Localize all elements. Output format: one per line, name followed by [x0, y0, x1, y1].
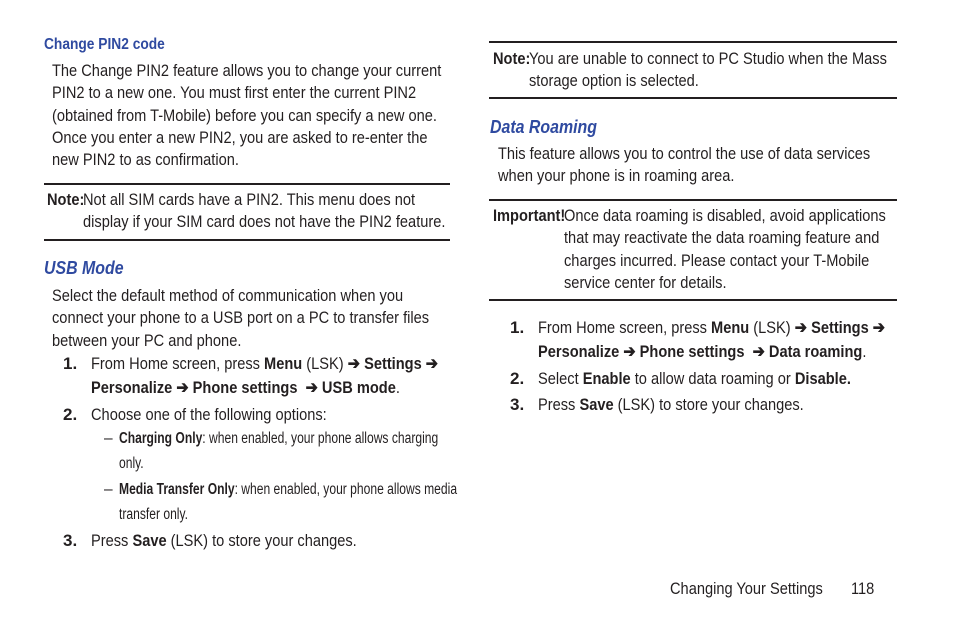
pc-studio-note: Note: You are unable to connect to PC Studio when the Mass storage option is selected.: [493, 49, 887, 91]
pin2-heading: Change PIN2 code: [44, 36, 165, 53]
arrow-icon: ➔: [623, 342, 636, 361]
note-bottom-rule: [44, 239, 450, 241]
arrow-icon: ➔: [176, 378, 189, 397]
pin2-paragraph: The Change PIN2 feature allows you to change your current PIN2 to a new one. You must first enter the current PIN2 (obtained from T-Mobile) before you can specify a new one. Once you enter a new PIN2, you are asked to re-enter the new PIN2 to as confirmation.: [52, 61, 442, 170]
data-roaming-heading: Data Roaming: [490, 116, 597, 137]
important-top-rule: [489, 199, 897, 201]
note-top-rule: [489, 41, 897, 43]
footer-section-title: Changing Your Settings: [670, 579, 823, 598]
arrow-icon: ➔: [872, 318, 886, 337]
important-bottom-rule: [489, 299, 897, 301]
roaming-paragraph: This feature allows you to control the use of data services when your phone is in roaming area.: [498, 144, 871, 186]
usb-mode-heading: USB Mode: [44, 257, 124, 278]
usb-paragraph: Select the default method of communication when you connect your phone to a USB port on a PC to transfer files between your PC and phone.: [52, 286, 430, 350]
page-number: 118: [851, 579, 875, 598]
pin2-note: Note: Not all SIM cards have a PIN2. This menu does not display if your SIM card does not have the PIN2 feature.: [47, 190, 446, 232]
note-top-rule: [44, 183, 450, 185]
arrow-icon: ➔: [752, 342, 765, 361]
arrow-icon: ➔: [347, 354, 360, 373]
important-note: Important! Once data roaming is disabled, avoid applications that may reactivate the data roaming feature and charges incurred. Please contact your T-Mobile service center for details.: [493, 206, 886, 292]
note-bottom-rule: [489, 97, 897, 99]
arrow-icon: ➔: [425, 354, 439, 373]
arrow-icon: ➔: [305, 378, 318, 397]
arrow-icon: ➔: [794, 318, 807, 337]
